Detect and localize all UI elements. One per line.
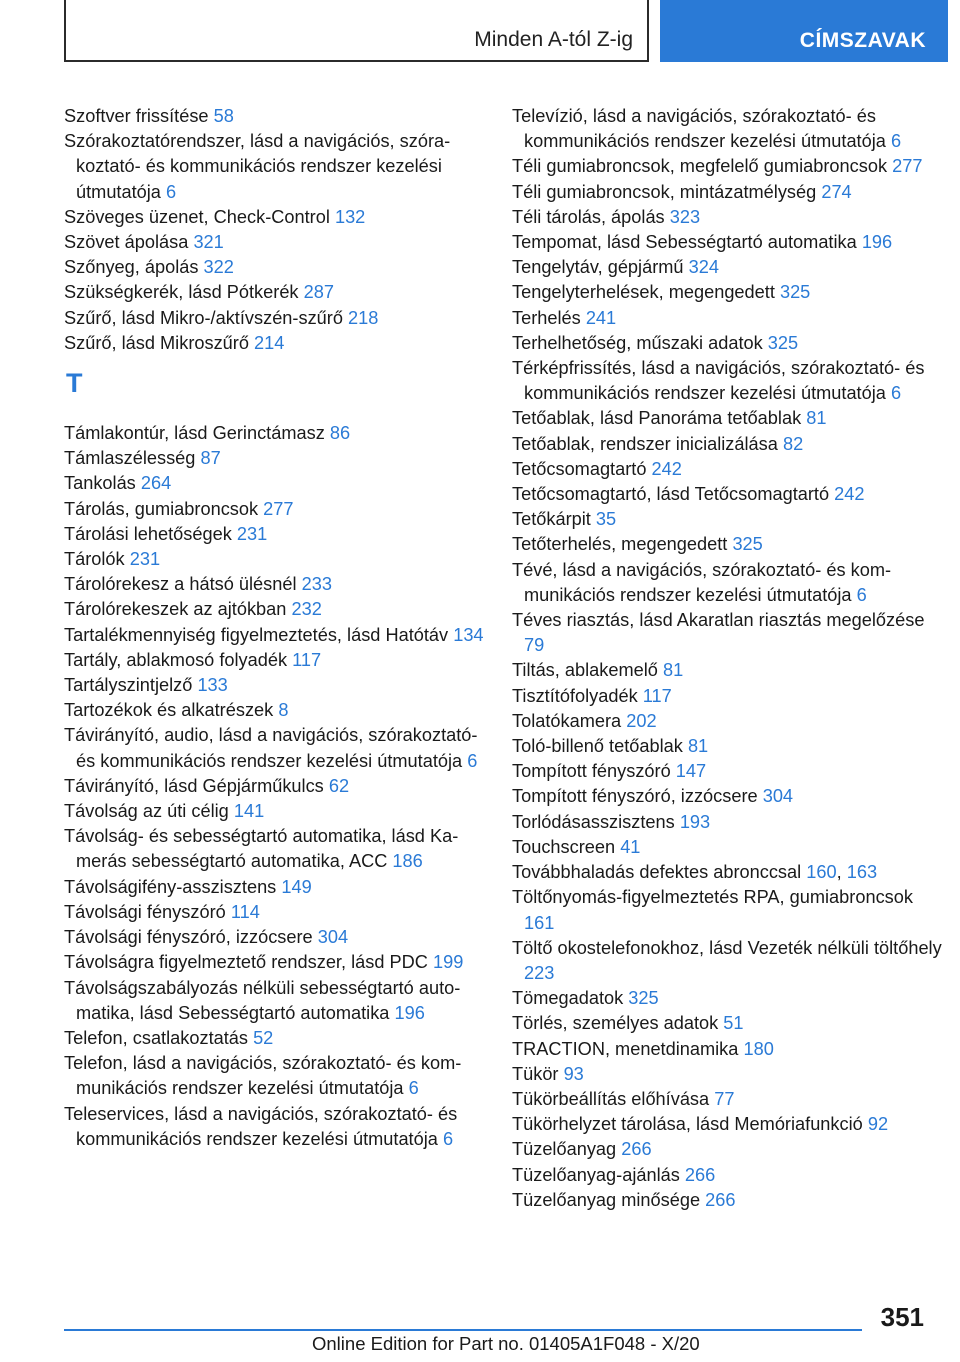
index-entry — [512, 1062, 942, 1087]
index-entry — [512, 1037, 942, 1062]
index-entry-term: Távirányító, lásd Gépjárműkulcs — [64, 775, 324, 796]
index-entry-term: Szűrő, lásd Mikroszűrő — [64, 332, 249, 353]
page-ref-link[interactable]: 147 — [675, 761, 707, 782]
index-entry-term: Torlódásasszisztens — [512, 811, 675, 832]
page-ref-link[interactable]: 161 — [524, 912, 555, 933]
page-ref-link[interactable]: 218 — [348, 307, 379, 328]
page-ref-link[interactable]: 186 — [392, 851, 423, 872]
index-entry-term: Tisztítófolyadék — [512, 685, 638, 706]
page-ref-link[interactable]: 41 — [620, 836, 641, 857]
index-entry — [512, 936, 942, 986]
index-entry — [64, 547, 494, 572]
index-entry — [512, 1087, 942, 1112]
index-entry — [512, 1112, 942, 1137]
index-entry — [64, 774, 494, 799]
page-ref-link[interactable]: 134 — [453, 624, 484, 645]
index-entry-term: Szoftver frissítése — [64, 106, 209, 126]
page-ref-link[interactable]: 141 — [233, 801, 265, 822]
index-entry — [64, 1051, 494, 1101]
index-entry — [512, 280, 942, 305]
index-entry-term: Tükörbeállítás előhívása — [512, 1088, 710, 1109]
header-title: Minden A-tól Z-ig — [474, 28, 633, 51]
index-entry-term: Töltő okostelefonokhoz, lásd Vezeték nélküli töltőhely — [512, 937, 942, 958]
index-entry — [512, 810, 942, 835]
index-entry — [512, 709, 942, 734]
index-entry-term: Tömegadatok — [512, 988, 624, 1009]
index-entry-term: Toló-billenő tetőablak — [512, 736, 683, 757]
index-group-t-continued — [512, 104, 942, 1213]
index-entry-term: Tárolók — [64, 549, 125, 570]
page-ref-link[interactable]: 92 — [867, 1114, 889, 1135]
page-ref-link[interactable]: 8 — [278, 700, 289, 721]
index-entry — [64, 1026, 494, 1051]
index-entry — [64, 875, 494, 900]
index-entry — [512, 1188, 942, 1213]
page-ref-link[interactable]: 233 — [301, 574, 332, 595]
page-ref-link[interactable]: 304 — [317, 927, 349, 948]
index-entry — [64, 597, 494, 622]
page-ref-link[interactable]: 6 — [442, 1128, 454, 1149]
index-entry — [512, 658, 942, 683]
index-entry-term: Távolságifény-asszisztens — [64, 876, 277, 897]
page-ref-link[interactable]: 287 — [303, 282, 334, 303]
index-column-left — [64, 104, 494, 1152]
index-entry-term: Szövet ápolása — [64, 232, 189, 253]
index-entry-term: Tetőcsomagtartó, lásd Tetőcsomagtartó — [512, 484, 830, 505]
index-entry — [512, 986, 942, 1011]
page-ref-link[interactable]: 114 — [230, 901, 260, 922]
index-entry — [64, 421, 494, 446]
index-entry — [512, 406, 942, 431]
header-title-box — [64, 0, 649, 62]
index-entry-term: Tetőkárpit — [512, 509, 591, 530]
index-entry — [512, 1137, 942, 1162]
page-ref-link[interactable]: 266 — [684, 1164, 716, 1185]
page-ref-link[interactable]: 231 — [129, 549, 161, 570]
index-entry-term: Tempomat, lásd Sebességtartó automatika — [512, 232, 857, 253]
index-entry-term: Támlakontúr, lásd Gerinctámasz — [64, 423, 325, 444]
page-ref-link[interactable]: 266 — [705, 1189, 736, 1210]
page-ref-link[interactable]: 6 — [408, 1078, 419, 1099]
page-ref-link[interactable]: 81 — [687, 736, 709, 757]
index-entry-term: Távolsági fényszóró — [64, 901, 226, 922]
index-entry — [512, 734, 942, 759]
index-entry-term: Tengelytáv, gépjármű — [512, 257, 684, 278]
page-ref-link[interactable]: 133 — [197, 675, 228, 696]
page-ref-link[interactable]: 242 — [834, 484, 865, 505]
index-entry-term: Tompított fényszóró, izzócsere — [512, 786, 758, 807]
index-entry — [64, 104, 494, 129]
index-group-s — [64, 104, 494, 356]
page-ref-link[interactable]: 6 — [856, 584, 867, 605]
page-ref-link[interactable]: 193 — [679, 811, 711, 832]
index-entry-term: Tévé, lásd a navigációs, szórakoztató- és kommunikációs rendszer kezelési útmutatója — [512, 559, 892, 605]
index-entry-term: Tüzelőanyag-ajánlás — [512, 1164, 680, 1185]
page-ref-separator: , — [836, 862, 842, 883]
index-entry — [64, 446, 494, 471]
index-entry-term: Törlés, személyes adatok — [512, 1013, 719, 1034]
page-ref-link[interactable]: 232 — [291, 599, 322, 620]
index-entry-term: Szűrő, lásd Mikro-/aktívszén-szűrő — [64, 307, 343, 328]
page-ref-link[interactable]: 241 — [585, 307, 617, 328]
index-entry-term: Térképfrissítés, lásd a navigációs, szórakoztató- és kommunikációs rendszer kezelési útmutatója — [512, 358, 925, 404]
page-ref-link[interactable]: 93 — [563, 1063, 584, 1084]
index-entry — [64, 976, 494, 1026]
index-entry-term: Telefon, csatlakoztatás — [64, 1027, 248, 1048]
index-entry — [512, 784, 942, 809]
page-ref-link[interactable]: 81 — [662, 660, 684, 681]
section-letter: T — [66, 368, 83, 399]
index-column-right — [512, 104, 942, 1213]
page-ref-link[interactable]: 77 — [714, 1088, 735, 1109]
index-entry-term: Tartály, ablakmosó folyadék — [64, 649, 288, 670]
footer-divider — [64, 1329, 862, 1331]
page-ref-link[interactable]: 82 — [782, 433, 804, 454]
index-entry-term: Tolatókamera — [512, 710, 622, 731]
page-ref-link[interactable]: 321 — [193, 232, 224, 253]
index-entry-term: Televízió, lásd a navigációs, szórakoztató- és kommunikációs rendszer kezelési útmutatója — [512, 106, 886, 152]
page-ref-link[interactable]: 132 — [334, 206, 366, 227]
index-entry — [512, 1011, 942, 1036]
index-entry-term: Tárolórekesz a hátsó ülésnél — [64, 574, 297, 595]
index-entry-term: Téves riasztás, lásd Akaratlan riasztás megelőzése — [512, 610, 925, 631]
index-entry — [64, 1102, 494, 1152]
page-ref-link[interactable]: 277 — [892, 156, 923, 177]
index-entry-term: Tankolás — [64, 473, 136, 494]
page-ref-link[interactable]: 304 — [762, 786, 794, 807]
page-ref-link[interactable]: 117 — [642, 685, 672, 706]
page-ref-link[interactable]: 87 — [200, 448, 221, 469]
page-ref-link[interactable]: 325 — [767, 332, 799, 353]
page-ref-link[interactable]: 264 — [140, 473, 172, 494]
page-ref-link[interactable]: 196 — [861, 232, 893, 253]
index-entry — [64, 205, 494, 230]
index-entry — [512, 507, 942, 532]
index-entry — [64, 331, 494, 356]
index-entry-term: Szükségkerék, lásd Pótkerék — [64, 282, 299, 303]
index-entry — [64, 900, 494, 925]
index-entry — [64, 230, 494, 255]
index-entry-term: TRACTION, menetdinamika — [512, 1038, 739, 1059]
index-entry — [512, 154, 942, 179]
index-entry — [64, 623, 494, 648]
index-entry-term: Téli gumiabroncsok, megfelelő gumiabroncsok — [512, 156, 888, 177]
page-ref-link[interactable]: 6 — [890, 383, 902, 404]
page-ref-link[interactable]: 163 — [846, 862, 878, 883]
index-entry — [512, 684, 942, 709]
index-entry-term: Touchscreen — [512, 836, 616, 857]
index-entry — [64, 950, 494, 975]
page-ref-link[interactable]: 79 — [524, 635, 545, 656]
index-entry-term: Téli gumiabroncsok, mintázatmélység — [512, 181, 817, 202]
page-ref-link[interactable]: 6 — [467, 750, 478, 771]
index-entry — [512, 482, 942, 507]
index-entry — [512, 306, 942, 331]
index-entry-term: Tüzelőanyag — [512, 1139, 617, 1160]
index-entry — [512, 255, 942, 280]
index-entry — [512, 759, 942, 784]
index-entry-term: Tárolórekeszek az ajtókban — [64, 599, 287, 620]
index-entry — [64, 471, 494, 496]
page-ref-link[interactable]: 6 — [890, 131, 902, 152]
page-ref-link[interactable]: 223 — [524, 962, 555, 983]
page-ref-link[interactable]: 199 — [432, 952, 464, 973]
index-entry — [512, 104, 942, 154]
index-entry — [64, 572, 494, 597]
index-entry-term: Tartozékok és alkatrészek — [64, 700, 274, 721]
page-ref-link[interactable]: 242 — [651, 458, 682, 479]
index-entry — [512, 331, 942, 356]
page-ref-link[interactable]: 324 — [688, 257, 719, 278]
index-entry — [512, 432, 942, 457]
index-entry — [64, 648, 494, 673]
index-entry-term: Téli tárolás, ápolás — [512, 206, 665, 227]
page-ref-link[interactable]: 266 — [621, 1139, 652, 1160]
index-entry — [512, 558, 942, 608]
index-entry — [64, 824, 494, 874]
index-entry — [512, 835, 942, 860]
index-entry-term: Terhelés — [512, 307, 581, 328]
index-entry — [64, 280, 494, 305]
index-entry-term: Tetőcsomagtartó — [512, 458, 647, 479]
page-ref-link[interactable]: 117 — [292, 649, 322, 670]
index-entry-term: Szöveges üzenet, Check-Control — [64, 206, 330, 227]
index-entry-term: Tetőablak, lásd Panoráma tetőablak — [512, 408, 802, 429]
index-entry — [64, 925, 494, 950]
page-ref-link[interactable]: 160 — [806, 862, 837, 883]
index-entry-term: Töltőnyomás-figyelmeztetés RPA, gumiabroncsok — [512, 887, 913, 908]
index-entry — [64, 723, 494, 773]
index-entry-term: Szőnyeg, ápolás — [64, 257, 199, 278]
index-entry-term: Telefon, lásd a navigációs, szórakoztató- és kommunikációs rendszer kezelési útmutatója — [64, 1053, 462, 1099]
index-entry — [64, 673, 494, 698]
page-ref-link[interactable]: 52 — [253, 1027, 274, 1048]
page-ref-link[interactable]: 58 — [213, 106, 234, 126]
index-entry-term: Távirányító, audio, lásd a navigációs, szórakoztató- és kommunikációs rendszer kezelési útmutatója — [64, 725, 478, 771]
page-ref-link[interactable]: 274 — [821, 181, 852, 202]
page-ref-link[interactable]: 6 — [166, 181, 177, 202]
index-entry — [64, 129, 494, 205]
index-entry-term: Távolsági fényszóró, izzócsere — [64, 927, 313, 948]
page-ref-link[interactable]: 202 — [626, 710, 657, 731]
page-ref-link[interactable]: 196 — [394, 1002, 425, 1023]
index-entry-term: Tengelyterhelések, megengedett — [512, 282, 775, 303]
index-entry — [512, 608, 942, 658]
index-entry — [512, 230, 942, 255]
index-entry — [64, 497, 494, 522]
page-ref-link[interactable]: 81 — [806, 408, 827, 429]
section-tab-label: CÍMSZAVAK — [799, 29, 926, 52]
index-entry — [512, 532, 942, 557]
page-ref-link[interactable]: 277 — [263, 498, 294, 519]
index-entry-term: Támlaszélesség — [64, 448, 196, 469]
index-entry-term: Tompított fényszóró — [512, 761, 671, 782]
index-entry — [512, 205, 942, 230]
page-ref-link[interactable]: 180 — [743, 1038, 774, 1059]
section-tab[interactable] — [660, 0, 948, 62]
index-entry-term: Teleservices, lásd a navigációs, szórakoztató- és kommunikációs rendszer kezelési útmutatója — [64, 1103, 458, 1149]
index-entry — [512, 860, 942, 885]
index-entry-term: Távolság az úti célig — [64, 801, 229, 822]
index-entry — [64, 306, 494, 331]
page-ref-link[interactable]: 325 — [779, 282, 811, 303]
index-entry-term: Tiltás, ablakemelő — [512, 660, 658, 681]
index-entry-term: Tükörhelyzet tárolása, lásd Memóriafunkció — [512, 1114, 863, 1135]
index-entry-term: Tüzelőanyag minősége — [512, 1189, 701, 1210]
index-entry-term: Tetőablak, rendszer inicializálása — [512, 433, 778, 454]
index-entry-term: Szórakoztatórendszer, lásd a navigációs, szórakoztató- és kommunikációs rendszer kezelési útmutatója — [64, 131, 451, 202]
index-entry-term: Tárolási lehetőségek — [64, 523, 232, 544]
index-entry — [512, 885, 942, 935]
page-ref-link[interactable]: 149 — [281, 876, 312, 897]
footer-edition-text: Online Edition for Part no. 01405A1F048 - X/20 — [312, 1333, 700, 1354]
index-group-t — [64, 421, 494, 1152]
page-number: 351 — [880, 1302, 924, 1332]
index-entry — [512, 1163, 942, 1188]
index-entry — [512, 180, 942, 205]
page-ref-link[interactable]: 62 — [328, 775, 350, 796]
index-entry-term: Tükör — [512, 1063, 559, 1084]
index-entry-term: Tetőterhelés, megengedett — [512, 534, 728, 555]
index-entry-term: Távolságra figyelmeztető rendszer, lásd PDC — [64, 952, 428, 973]
index-entry-term: Tartalékmennyiség figyelmeztetés, lásd Hatótáv — [64, 624, 449, 645]
index-entry-term: Tárolás, gumiabroncsok — [64, 498, 259, 519]
page-ref-link[interactable]: 325 — [628, 988, 659, 1009]
page-ref-link[interactable]: 51 — [723, 1013, 744, 1034]
page-ref-link[interactable]: 35 — [595, 509, 617, 530]
page-ref-link[interactable]: 231 — [236, 523, 268, 544]
index-entry — [64, 698, 494, 723]
index-entry-term: Távolság- és sebességtartó automatika, lásd Kamerás sebességtartó automatika, ACC — [64, 826, 459, 872]
index-entry — [512, 457, 942, 482]
page-ref-link[interactable]: 325 — [732, 534, 763, 555]
index-entry-term: Tartályszintjelző — [64, 675, 193, 696]
index-entry — [64, 522, 494, 547]
page-ref-link[interactable]: 214 — [254, 332, 285, 353]
page-ref-link[interactable]: 323 — [669, 206, 701, 227]
index-entry-term: Továbbhaladás defektes abronccsal — [512, 862, 802, 883]
page-ref-link[interactable]: 322 — [203, 257, 234, 278]
index-entry — [64, 255, 494, 280]
index-entry-term: Terhelhetőség, műszaki adatok — [512, 332, 763, 353]
index-entry — [512, 356, 942, 406]
index-entry-term: Távolságszabályozás nélküli sebességtartó automatika, lásd Sebességtartó automatika — [64, 977, 461, 1023]
index-entry — [64, 799, 494, 824]
page-ref-link[interactable]: 86 — [329, 423, 351, 444]
